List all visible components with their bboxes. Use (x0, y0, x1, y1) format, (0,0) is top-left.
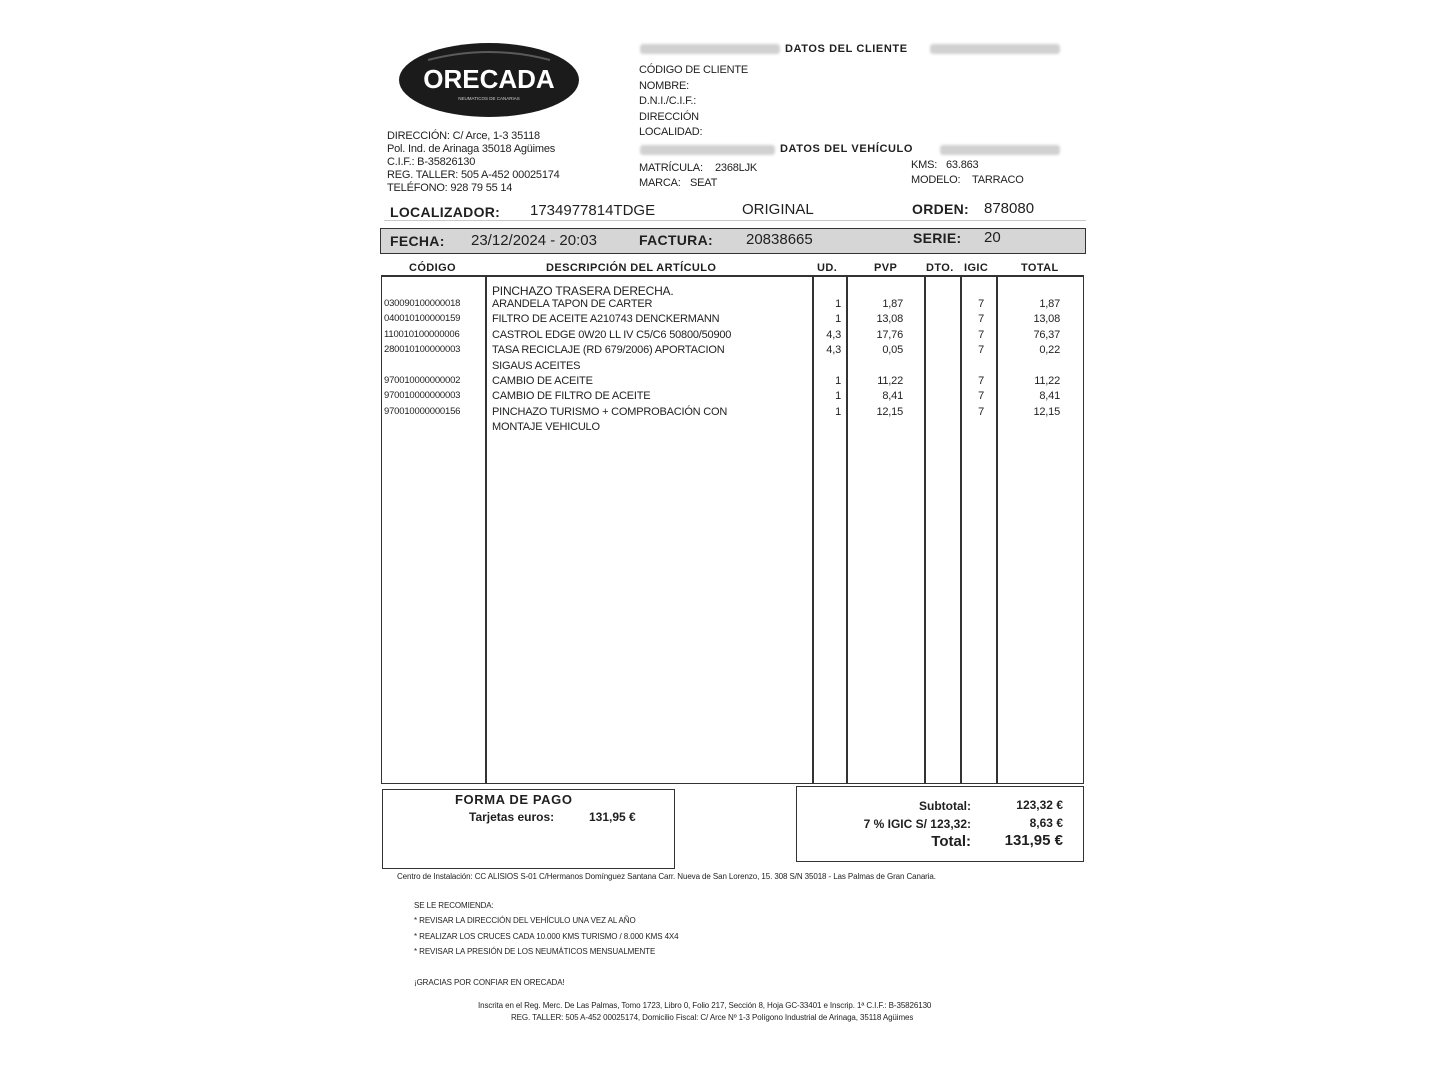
cell-total: 12,15 (1033, 405, 1060, 418)
cell-pvp: 1,87 (882, 298, 903, 310)
redaction-smear (640, 44, 780, 54)
address-line: TELÉFONO: 928 79 55 14 (387, 182, 513, 194)
vehicle-section-title: DATOS DEL VEHÍCULO (780, 143, 914, 155)
kms-label: KMS: (911, 159, 938, 171)
address-line: C.I.F.: B-35826130 (387, 156, 476, 168)
tax-label: 7 % IGIC S/ 123,32: (863, 817, 971, 831)
cell-igic: 7 (978, 375, 984, 387)
cell-igic: 7 (978, 344, 984, 357)
column-divider (485, 276, 487, 784)
factura-label: FACTURA: (639, 232, 713, 248)
orecada-logo (398, 42, 580, 118)
marca-label: MARCA: (639, 177, 681, 189)
payment-amount: 131,95 € (589, 810, 636, 824)
col-header-ud: UD. (817, 262, 838, 274)
client-label: LOCALIDAD: (639, 126, 703, 138)
cell-total: 1,87 (1039, 298, 1060, 310)
logo-subtext: NEUMATICOS DE CANARIAS (458, 96, 520, 101)
payment-title: FORMA DE PAGO (455, 792, 573, 807)
localizador-label: LOCALIZADOR: (390, 204, 501, 220)
total-label: Total: (931, 833, 971, 850)
payment-method-label: Tarjetas euros: (469, 810, 555, 824)
col-header-igic: IGIC (964, 262, 989, 274)
fecha-label: FECHA: (390, 233, 445, 249)
serie-value: 20 (984, 229, 1001, 246)
cell-total: 76,37 (1033, 328, 1060, 341)
install-center: Centro de Instalación: CC ALISIOS S-01 C/Hermanos Domínguez Santana Carr. Nueva de San Lorenzo, 15. 308 S/N 35018 - Las Palmas de Gran Canaria. (397, 872, 936, 881)
cell-pvp: 17,76 (876, 328, 903, 341)
cell-desc: CAMBIO DE ACEITE (492, 375, 593, 387)
orden-label: ORDEN: (912, 201, 970, 217)
cell-ud: 1 (835, 313, 841, 326)
redaction-smear (940, 145, 1060, 155)
col-header-dto: DTO. (926, 262, 954, 274)
serie-label: SERIE: (913, 230, 962, 246)
subtotal-value: 123,32 € (1016, 798, 1063, 812)
fecha-value: 23/12/2024 - 20:03 (471, 232, 597, 249)
modelo-label: MODELO: (911, 174, 961, 186)
cell-total: 0,22 (1039, 344, 1060, 357)
address-line: Pol. Ind. de Arinaga 35018 Agüimes (387, 143, 556, 155)
cell-pvp: 8,41 (882, 390, 903, 403)
cell-pvp: 0,05 (882, 344, 903, 357)
cell-igic: 7 (978, 390, 984, 403)
cell-code: 970010000000002 (384, 375, 461, 386)
legal-line: REG. TALLER: 505 A-452 00025174, Domicilio Fiscal: C/ Arce Nº 1-3 Polígono Industrial de Arinaga, 35118 Agüimes (511, 1013, 914, 1022)
cell-code: 970010000000156 (384, 405, 461, 417)
cell-total: 8,41 (1039, 390, 1060, 403)
recommendation-item: * REALIZAR LOS CRUCES CADA 10.000 KMS TURISMO / 8.000 KMS 4X4 (414, 932, 679, 941)
client-label: NOMBRE: (639, 79, 689, 92)
cell-desc: CAMBIO DE FILTRO DE ACEITE (492, 390, 651, 403)
client-labels (639, 63, 748, 141)
cell-pvp: 11,22 (877, 375, 903, 387)
cell-code: 040010100000159 (384, 313, 461, 325)
matricula-value: 2368LJK (715, 162, 758, 174)
cell-desc: PINCHAZO TURISMO + COMPROBACIÓN CON (492, 405, 728, 418)
redaction-smear (930, 44, 1060, 54)
matricula-label: MATRÍCULA: (639, 162, 703, 174)
cell-desc: CASTROL EDGE 0W20 LL IV C5/C6 50800/50900 (492, 328, 732, 341)
cell-desc: ARANDELA TAPON DE CARTER (492, 298, 653, 310)
cell-desc: MONTAJE VEHICULO (492, 421, 600, 434)
cell-igic: 7 (978, 298, 984, 310)
col-header-pvp: PVP (874, 262, 898, 274)
cell-ud: 4,3 (826, 328, 841, 341)
redaction-smear (640, 145, 775, 155)
cell-igic: 7 (978, 313, 984, 326)
recommendation-item: * REVISAR LA DIRECCIÓN DEL VEHÍCULO UNA VEZ AL AÑO (414, 916, 636, 925)
copy-type: ORIGINAL (742, 201, 814, 218)
cell-total: 13,08 (1033, 313, 1060, 326)
address-line: DIRECCIÓN: C/ Arce, 1-3 35118 (387, 130, 540, 142)
col-header-total: TOTAL (1021, 262, 1059, 274)
orden-value: 878080 (984, 200, 1035, 217)
column-divider (924, 276, 926, 784)
cell-igic: 7 (978, 328, 984, 341)
separator (384, 220, 1086, 221)
cell-desc: SIGAUS ACEITES (492, 359, 581, 372)
client-label: DIRECCIÓN (639, 110, 699, 123)
cell-ud: 1 (835, 298, 841, 310)
cell-pvp: 12,15 (876, 405, 903, 418)
cell-desc: TASA RECICLAJE (RD 679/2006) APORTACION (492, 344, 725, 357)
client-label: CÓDIGO DE CLIENTE (639, 64, 749, 76)
tax-value: 8,63 € (1029, 816, 1063, 830)
cell-pvp: 13,08 (876, 313, 903, 326)
cell-code: 280010100000003 (384, 344, 461, 356)
cell-ud: 1 (835, 375, 841, 387)
factura-value: 20838665 (746, 231, 813, 248)
recommendation-item: * REVISAR LA PRESIÓN DE LOS NEUMÁTICOS MENSUALMENTE (414, 947, 656, 956)
kms-value: 63.863 (946, 159, 979, 171)
subtotal-label: Subtotal: (919, 799, 971, 813)
cell-code: 970010000000003 (384, 390, 461, 402)
cell-total: 11,22 (1034, 375, 1060, 387)
address-line: REG. TALLER: 505 A-452 00025174 (387, 169, 560, 181)
marca-value: SEAT (690, 177, 718, 189)
col-header-codigo: CÓDIGO (409, 262, 457, 274)
modelo-value: TARRACO (972, 174, 1024, 186)
total-value: 131,95 € (1004, 832, 1063, 849)
cell-igic: 7 (978, 405, 984, 418)
cell-ud: 4,3 (826, 344, 841, 357)
thanks-message: ¡GRACIAS POR CONFIAR EN ORECADA! (414, 978, 565, 987)
cell-code: 110010100000006 (384, 328, 460, 340)
logo-text: ORECADA (423, 64, 555, 94)
company-address (387, 130, 560, 195)
table-title-line: PINCHAZO TRASERA DERECHA. (492, 284, 674, 298)
legal-line: Inscrita en el Reg. Merc. De Las Palmas, Tomo 1723, Libro 0, Folio 217, Sección 8, Hoja GC-33401 e Inscrip. 1ª C.I.F.: B-35826130 (478, 1001, 932, 1010)
recommend-title: SE LE RECOMIENDA: (414, 901, 494, 910)
localizador-value: 1734977814TDGE (530, 202, 656, 219)
cell-desc: FILTRO DE ACEITE A210743 DENCKERMANN (492, 313, 720, 326)
col-header-descripcion: DESCRIPCIÓN DEL ARTÍCULO (546, 262, 717, 274)
client-label: D.N.I./C.I.F.: (639, 95, 697, 107)
cell-code: 030090100000018 (384, 298, 461, 309)
client-section-title: DATOS DEL CLIENTE (785, 43, 908, 55)
cell-ud: 1 (835, 405, 841, 418)
cell-ud: 1 (835, 390, 841, 403)
